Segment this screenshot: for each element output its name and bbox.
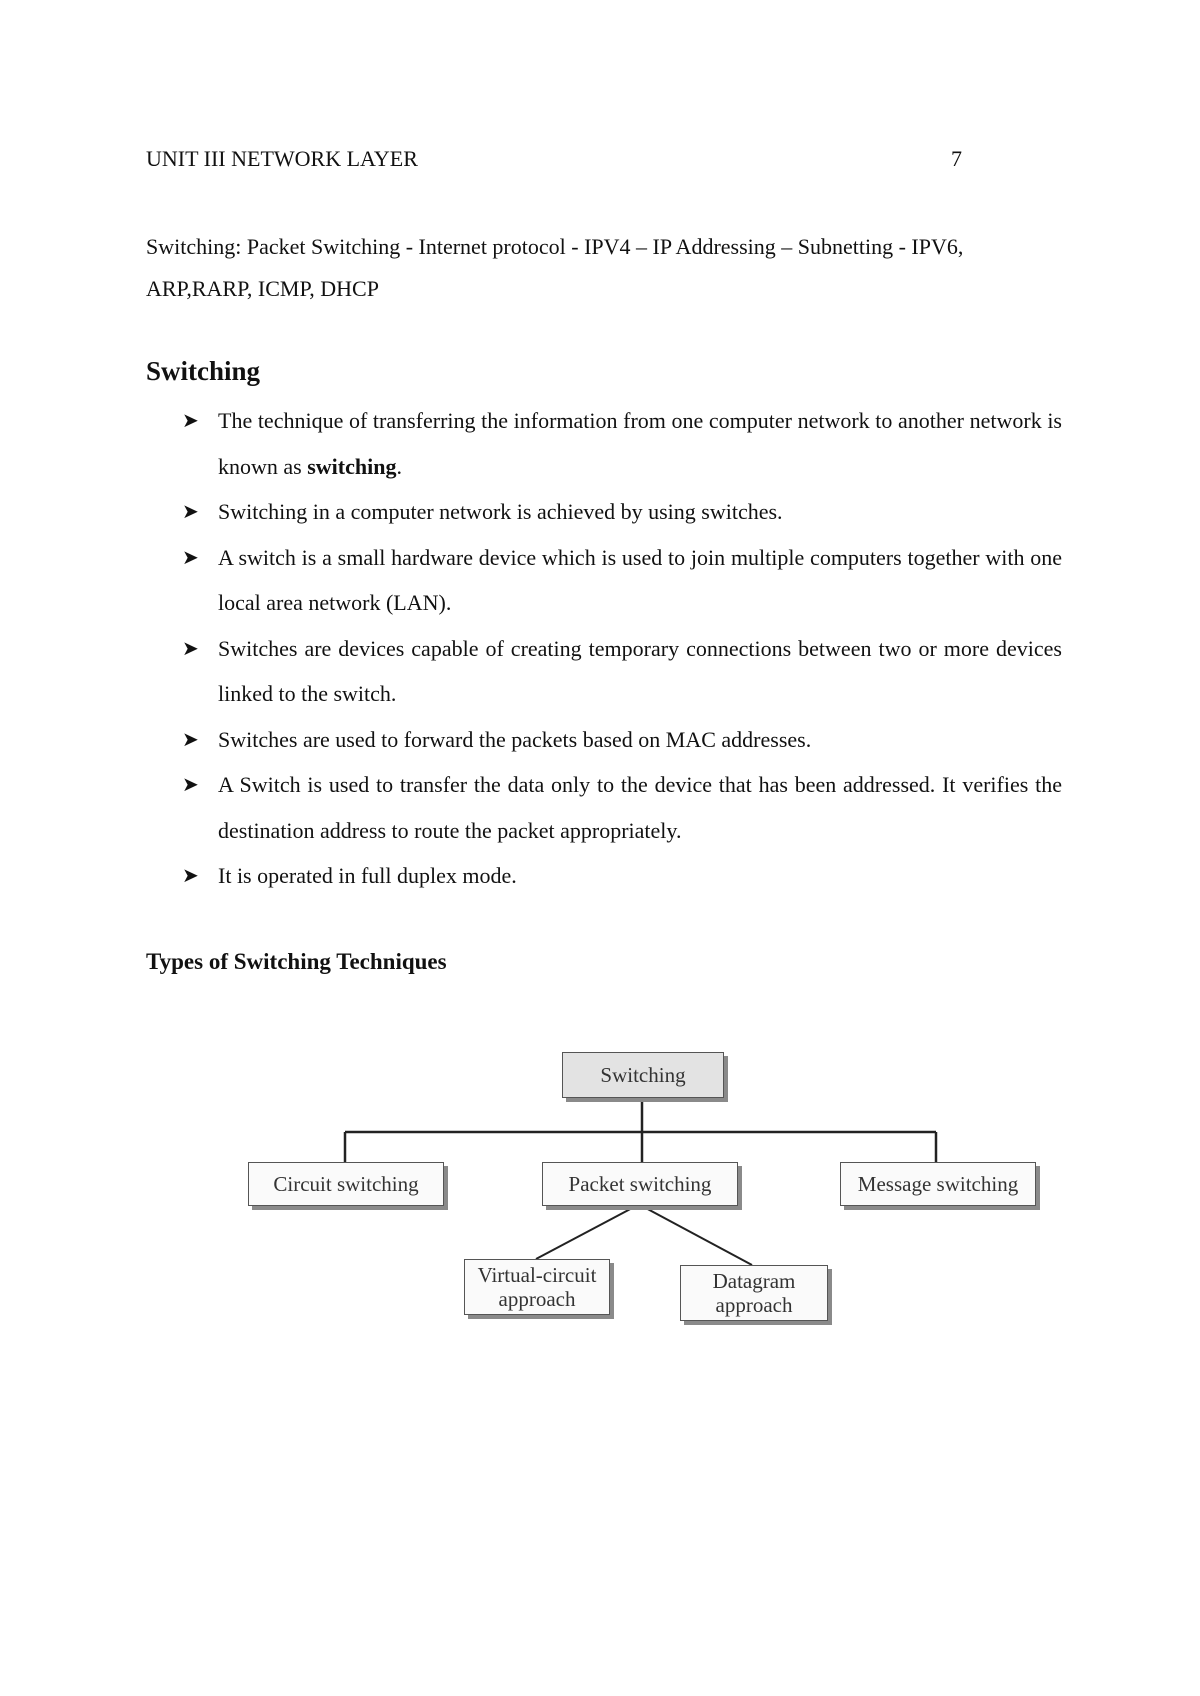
switching-types-diagram xyxy=(240,1040,1060,1340)
bullet-text: Switches are used to forward the packets based on MAC addresses. xyxy=(218,726,812,752)
list-item xyxy=(146,489,1062,535)
datagram-node: Datagram approach xyxy=(680,1265,828,1321)
bullet-list xyxy=(146,398,1062,899)
arrow-bullet-icon: ➤ xyxy=(182,726,199,751)
list-item xyxy=(146,853,1062,899)
arrow-bullet-icon: ➤ xyxy=(182,863,199,887)
list-item xyxy=(146,535,1062,626)
connector-line xyxy=(642,1206,752,1265)
list-item xyxy=(146,762,1062,853)
bullet-text: The technique of transferring the information from one computer network to another network is known as xyxy=(218,408,1062,479)
arrow-bullet-icon: ➤ xyxy=(182,635,199,660)
switching-node: Switching xyxy=(562,1052,724,1098)
list-item xyxy=(146,398,1062,489)
bullet-text-end: . xyxy=(396,453,402,479)
list-item xyxy=(146,717,1062,763)
connector-line xyxy=(536,1206,636,1259)
virtual-circuit-node: Virtual-circuit approach xyxy=(464,1259,610,1315)
bullet-text: Switching in a computer network is achieved by using switches. xyxy=(218,499,783,524)
page-header xyxy=(146,146,962,176)
section-heading: Switching xyxy=(146,356,261,386)
bullet-text: A Switch is used to transfer the data only to the device that has been addressed. It verifies the destination address to route the packet appropriately. xyxy=(218,772,1062,843)
bullet-text: Switches are devices capable of creating temporary connections between two or more devices linked to the switch. xyxy=(218,635,1062,706)
packet-switching-node: Packet switching xyxy=(542,1162,738,1206)
circuit-switching-node: Circuit switching xyxy=(248,1162,444,1206)
arrow-bullet-icon: ➤ xyxy=(182,544,199,569)
page-number: 7 xyxy=(951,146,962,171)
bullet-text: It is operated in full duplex mode. xyxy=(218,863,517,888)
arrow-bullet-icon: ➤ xyxy=(182,408,199,432)
bullet-text: A switch is a small hardware device which is used to join multiple computers together with one local area network (LAN). xyxy=(218,544,1062,615)
arrow-bullet-icon: ➤ xyxy=(182,772,199,796)
unit-title: UNIT III NETWORK LAYER xyxy=(146,146,418,171)
message-switching-node: Message switching xyxy=(840,1162,1036,1206)
arrow-bullet-icon: ➤ xyxy=(182,499,199,523)
bold-term: switching xyxy=(307,453,397,479)
topics-line: Switching: Packet Switching - Internet protocol - IPV4 – IP Addressing – Subnetting - IPV6, ARP,RARP, ICMP, DHCP xyxy=(146,234,964,301)
list-item xyxy=(146,626,1062,717)
subsection-heading: Types of Switching Techniques xyxy=(146,949,447,974)
